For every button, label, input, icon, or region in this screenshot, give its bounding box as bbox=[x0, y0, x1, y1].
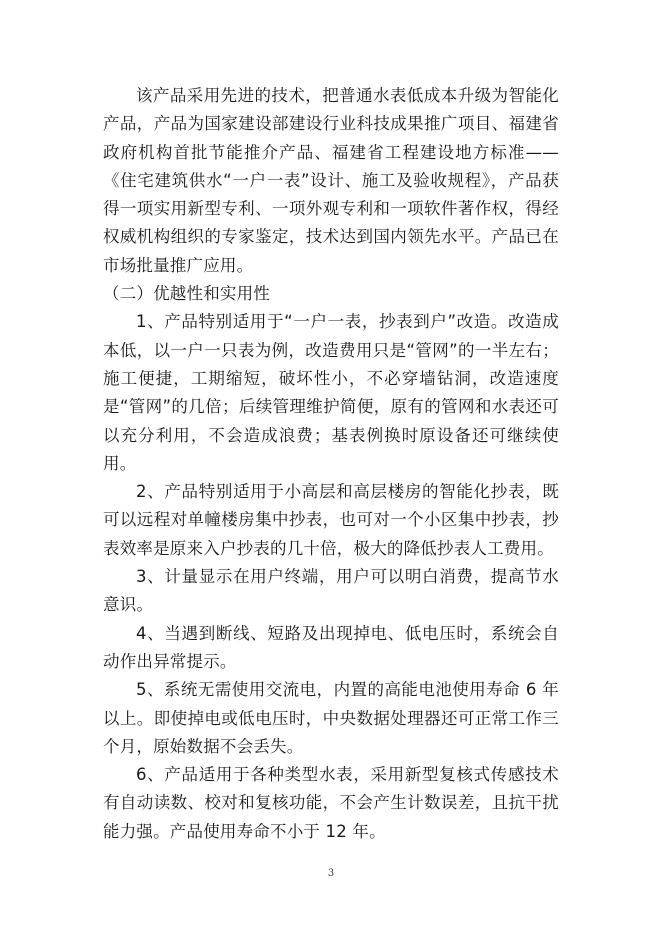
document-body bbox=[103, 82, 559, 846]
page-number: 3 bbox=[327, 868, 335, 879]
advantage-item-4: 4、当遇到断线、短路及出现掉电、低电压时，系统会自动作出异常提示。 bbox=[103, 623, 559, 671]
section-heading-advantages: （二）优越性和实用性 bbox=[103, 284, 270, 304]
advantage-item-6: 6、产品适用于各种类型水表，采用新型复核式传感技术有自动读数、校对和复核功能，不会产生计数误差，且抗干扰能力强。产品使用寿命不小于 12 年。 bbox=[103, 765, 559, 841]
advantage-item-2: 2、产品特别适用于小高层和高层楼房的智能化抄表，既可以远程对单幢楼房集中抄表，也可对一个小区集中抄表，抄表效率是原来入户抄表的几十倍，极大的降低抄表人工费用。 bbox=[103, 482, 559, 558]
advantage-item-3: 3、计量显示在用户终端，用户可以明白消费，提高节水意识。 bbox=[103, 567, 559, 615]
advantage-item-5: 5、系统无需使用交流电，内置的高能电池使用寿命 6 年以上。即使掉电或低电压时，中央数据处理器还可正常工作三个月，原始数据不会丢失。 bbox=[103, 680, 559, 756]
advantage-item-1: 1、产品特别适用于“一户一表，抄表到户”改造。改造成本低，以一户一只表为例，改造费用只是“管网”的一半左右；施工便捷，工期缩短，破坏性小，不必穿墙钻洞，改造速度是“管网”的几倍；后续管理维护简便，原有的管网和水表还可以充分利用，不会造成浪费；基表例换时原设备还可继续使用。 bbox=[103, 312, 559, 473]
intro-paragraph: 该产品采用先进的技术，把普通水表低成本升级为智能化产品，产品为国家建设部建设行业科技成果推广项目、福建省政府机构首批节能推介产品、福建省工程建设地方标准——《住宅建筑供水“一户一表”设计、施工及验收规程》，产品获得一项实用新型专利、一项外观专利和一项软件著作权，得经权威机构组织的专家鉴定，技术达到国内领先水平。产品已在市场批量推广应用。 bbox=[103, 86, 559, 275]
